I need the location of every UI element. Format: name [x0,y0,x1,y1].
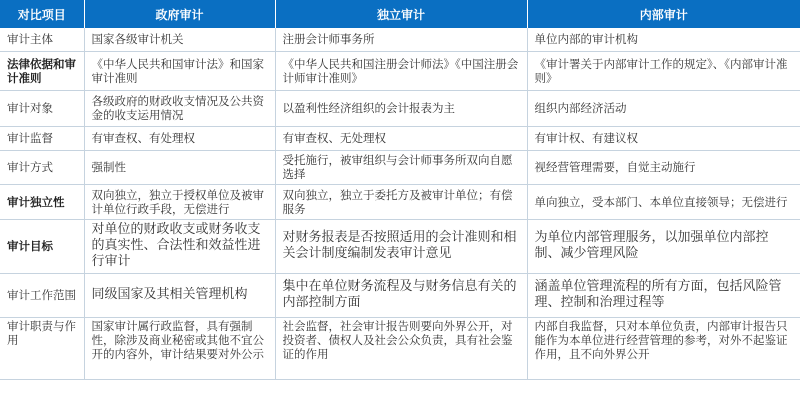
cell-independent: 双向独立，独立于委托方及被审计单位；有偿服务 [275,184,527,219]
table-row [0,150,800,184]
cell-government: 双向独立，独立于授权单位及被审计单位行政手段，无偿进行 [84,184,275,219]
cell-internal: 涵盖单位管理流程的所有方面，包括风险管理、控制和治理过程等 [527,273,800,317]
table-row [0,219,800,273]
cell-internal: 有审计权、有建议权 [527,126,800,150]
row-label: 审计方式 [0,150,84,184]
cell-independent: 受托施行，被审组织与会计师事务所双向自愿选择 [275,150,527,184]
cell-internal: 《审计署关于内部审计工作的规定》、《内部审计准则》 [527,51,800,90]
cell-independent: 社会监督，社会审计报告则要向外界公开，对投资者、债权人及社会公众负责，具有社会鉴证的作用 [275,317,527,379]
cell-government: 《中华人民共和国审计法》和国家审计准则 [84,51,275,90]
header-government-audit: 政府审计 [84,0,275,28]
row-label: 审计对象 [0,90,84,126]
row-label: 法律依据和审计准则 [0,51,84,90]
cell-internal: 单向独立，受本部门、本单位直接领导；无偿进行 [527,184,800,219]
row-label: 审计职责与作用 [0,317,84,379]
cell-government: 对单位的财政收支或财务收支的真实性、合法性和效益性进行审计 [84,219,275,273]
cell-government: 有审查权、有处理权 [84,126,275,150]
cell-internal: 内部自我监督，只对本单位负责，内部审计报告只能作为本单位进行经营管理的参考，对外不起鉴证作用，且不向外界公开 [527,317,800,379]
cell-internal: 视经营管理需要，自觉主动施行 [527,150,800,184]
header-internal-audit: 内部审计 [527,0,800,28]
row-label: 审计工作范围 [0,273,84,317]
cell-independent: 对财务报表是否按照适用的会计准则和相关会计制度编制发表审计意见 [275,219,527,273]
table-row [0,90,800,126]
cell-independent: 集中在单位财务流程及与财务信息有关的内部控制方面 [275,273,527,317]
cell-internal: 单位内部的审计机构 [527,28,800,51]
header-item: 对比项目 [0,0,84,28]
cell-government: 国家审计属行政监督，具有强制性，除涉及商业秘密或其他不宜公开的内容外，审计结果要对外公示 [84,317,275,379]
cell-government: 强制性 [84,150,275,184]
row-label: 审计目标 [0,219,84,273]
table-row [0,184,800,219]
table-row [0,51,800,90]
cell-government: 各级政府的财政收支情况及公共资金的收支运用情况 [84,90,275,126]
cell-government: 国家各级审计机关 [84,28,275,51]
cell-independent: 以盈利性经济组织的会计报表为主 [275,90,527,126]
table-row [0,273,800,317]
table-row [0,317,800,379]
cell-government: 同级国家及其相关管理机构 [84,273,275,317]
header-row [0,0,800,28]
cell-internal: 组织内部经济活动 [527,90,800,126]
row-label: 审计独立性 [0,184,84,219]
table-row [0,126,800,150]
cell-internal: 为单位内部管理服务，以加强单位内部控制、减少管理风险 [527,219,800,273]
header-independent-audit: 独立审计 [275,0,527,28]
cell-independent: 注册会计师事务所 [275,28,527,51]
row-label: 审计监督 [0,126,84,150]
table-row [0,28,800,51]
cell-independent: 有审查权、无处理权 [275,126,527,150]
cell-independent: 《中华人民共和国注册会计师法》《中国注册会计师审计准则》 [275,51,527,90]
row-label: 审计主体 [0,28,84,51]
